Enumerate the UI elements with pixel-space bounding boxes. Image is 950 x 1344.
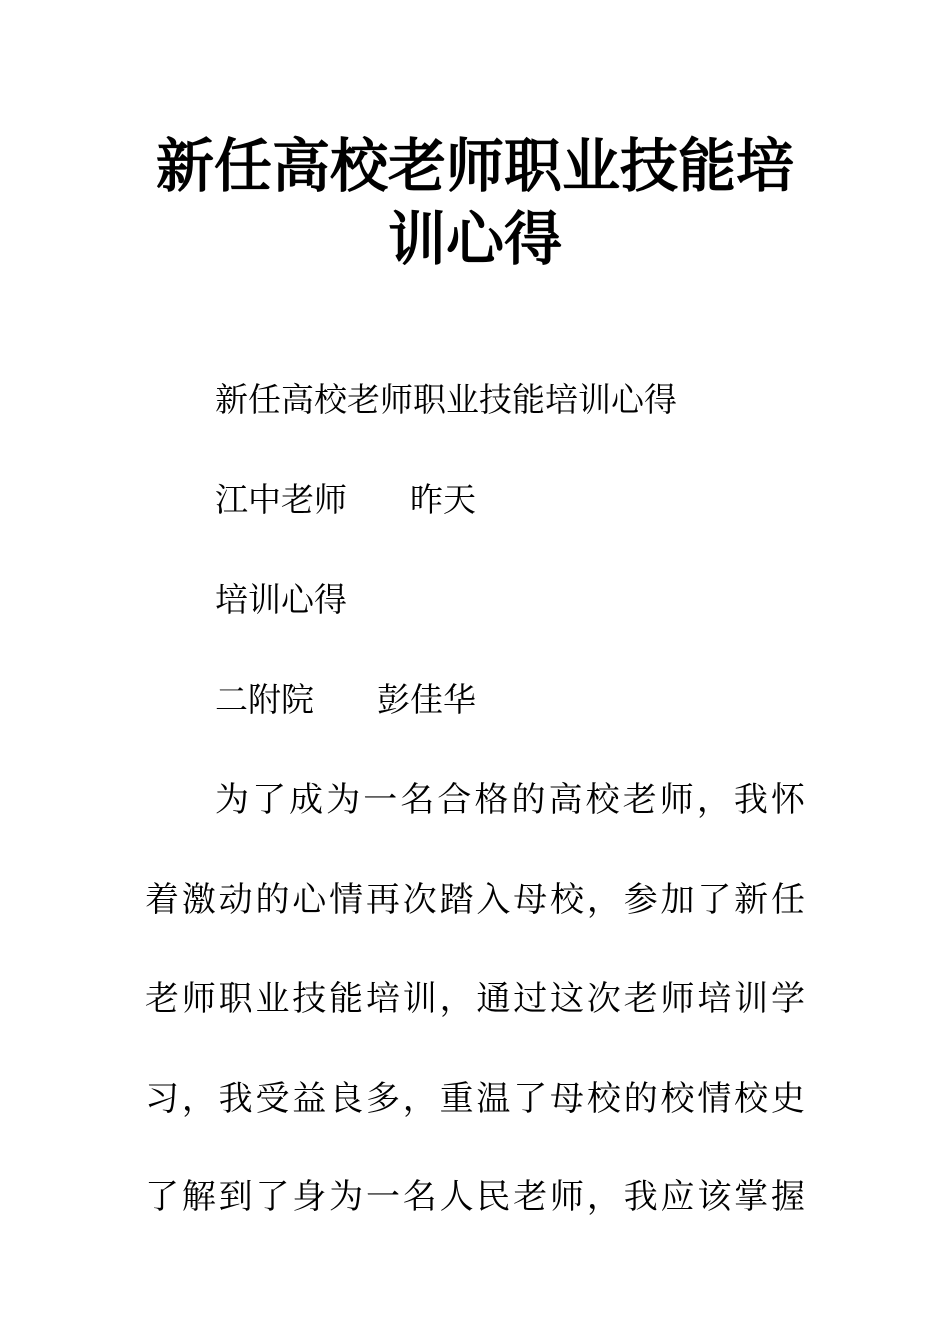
paragraph-line: 了解到了身为一名人民老师，我应该掌握 <box>145 1177 805 1217</box>
section-heading: 培训心得 <box>215 580 347 619</box>
document-title-line-2: 训心得 <box>387 205 562 273</box>
author-byline-2: 二附院 彭佳华 <box>215 680 476 719</box>
paragraph-line: 习，我受益良多，重温了母校的校情校史 <box>145 1079 805 1119</box>
article-subtitle: 新任高校老师职业技能培训心得 <box>215 380 677 419</box>
paragraph-line: 为了成为一名合格的高校老师，我怀 <box>215 780 805 820</box>
author-byline: 江中老师 昨天 <box>215 480 476 519</box>
paragraph-line: 着激动的心情再次踏入母校，参加了新任 <box>145 880 805 920</box>
document-title-line-1: 新任高校老师职业技能培 <box>155 132 794 200</box>
paragraph-line: 老师职业技能培训，通过这次老师培训学 <box>145 979 805 1019</box>
